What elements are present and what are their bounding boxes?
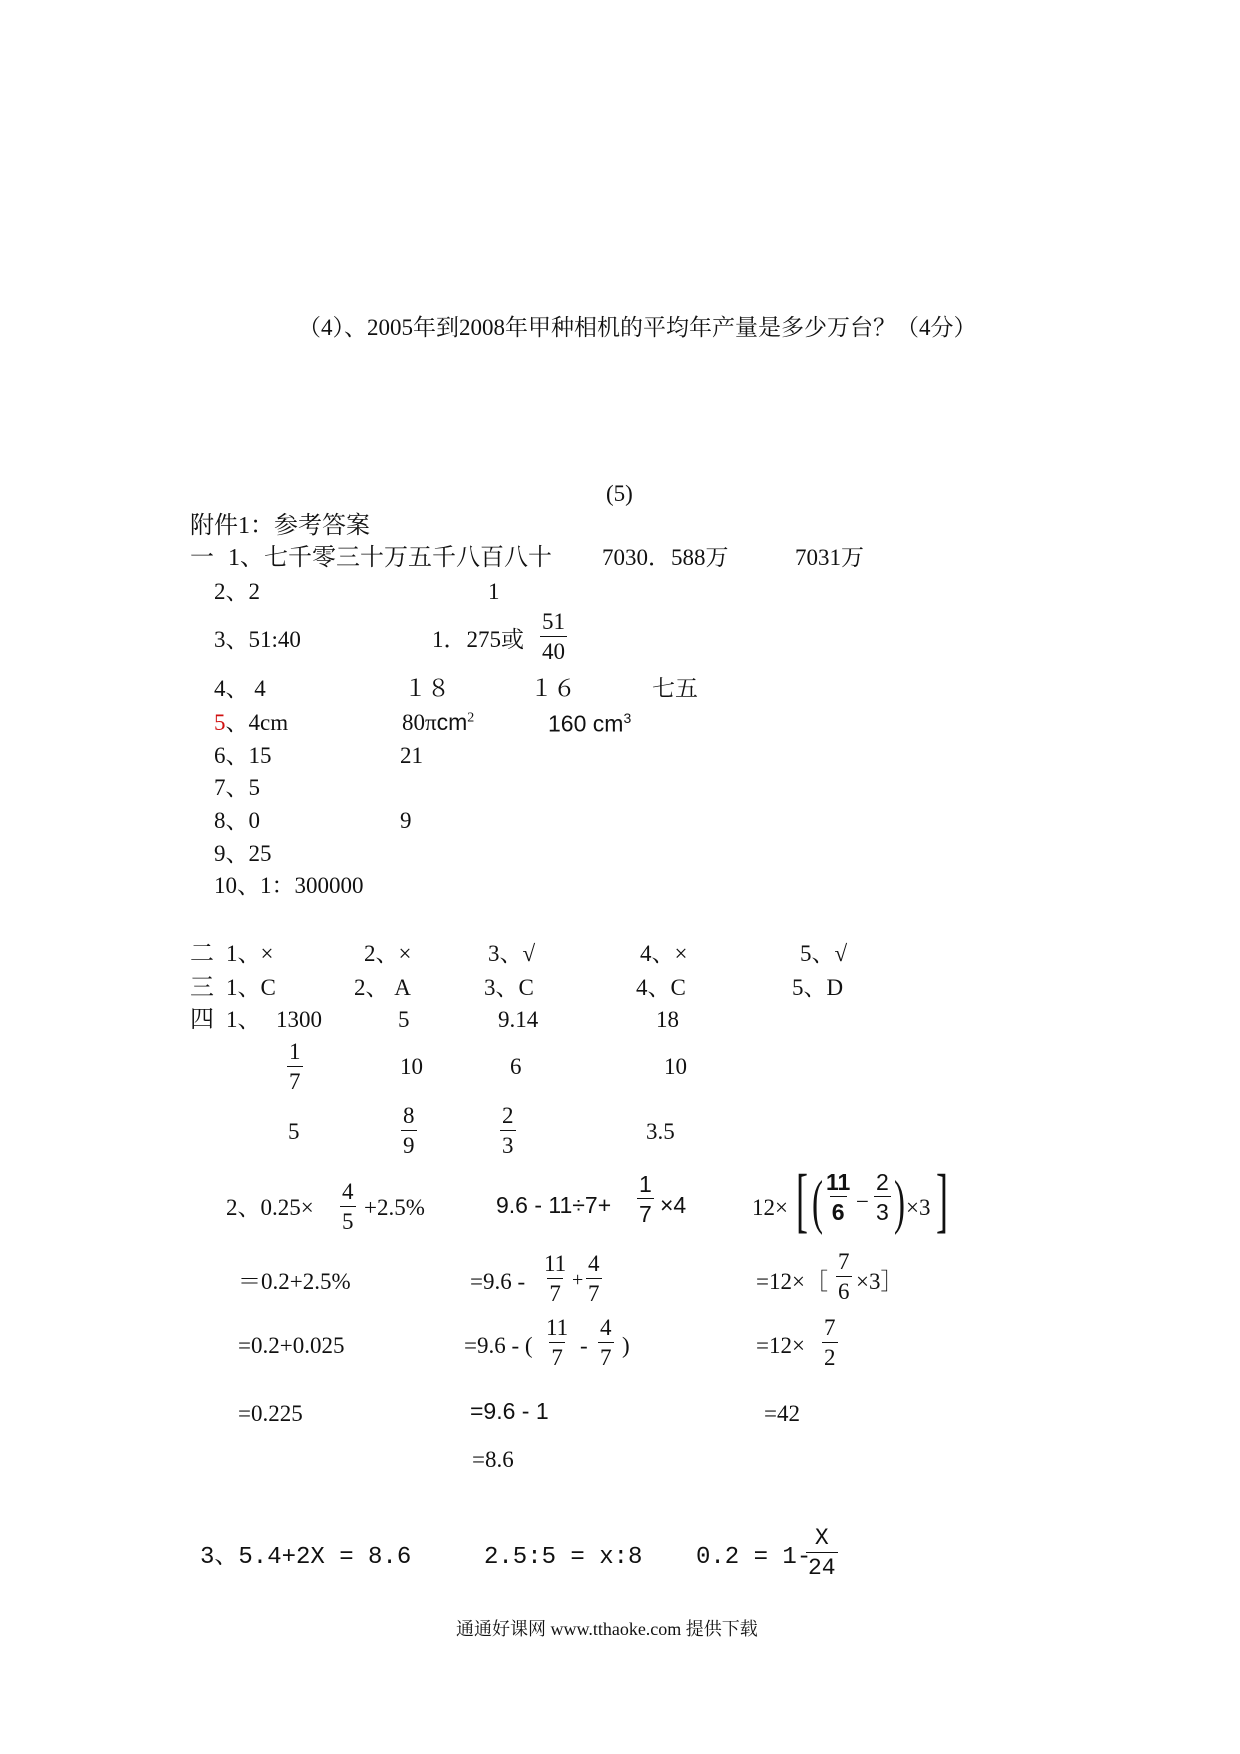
part1-row8-b: 9 bbox=[400, 808, 412, 833]
calc2-step1-frac2 bbox=[586, 1252, 602, 1306]
part2-d: 4、× bbox=[640, 941, 688, 966]
part1-row1-b: 7030．588万 bbox=[602, 545, 729, 570]
equation-c-pre: 0.2 = 1- bbox=[696, 1544, 812, 1571]
part4-r1-a: 1300 bbox=[276, 1007, 322, 1032]
part4-r3-b bbox=[401, 1104, 417, 1158]
calc2-head-fraction bbox=[637, 1172, 654, 1226]
calc2-step2-mid: - bbox=[580, 1333, 588, 1358]
calc2-step1-mid: + bbox=[572, 1269, 584, 1291]
numerator: X bbox=[814, 1525, 829, 1551]
row5-b-value: 80π bbox=[402, 710, 437, 735]
part1-row7-a: 7、5 bbox=[214, 775, 260, 800]
part2-a: 1、× bbox=[226, 941, 274, 966]
denominator: 7 bbox=[287, 1066, 303, 1094]
numerator: 2 bbox=[876, 1169, 889, 1195]
row5-b-exp: 2 bbox=[467, 710, 475, 726]
part2-e: 5、√ bbox=[800, 941, 848, 966]
numerator: 11 bbox=[826, 1169, 851, 1195]
denominator: 3 bbox=[500, 1130, 516, 1158]
part1-row2-b: 1 bbox=[488, 579, 500, 604]
numerator: 51 bbox=[542, 609, 565, 634]
calc2-step4: =8.6 bbox=[472, 1447, 514, 1472]
row5-answer: 、4cm bbox=[225, 710, 289, 735]
calc3-close-bracket: ] bbox=[936, 1160, 948, 1240]
calc3-step1-post: ×3］ bbox=[856, 1269, 904, 1294]
part4-r3-a: 5 bbox=[288, 1119, 300, 1144]
part2-c: 3、√ bbox=[488, 941, 536, 966]
calc1-step3: =0.225 bbox=[238, 1401, 303, 1426]
calc2-step2-post: ) bbox=[622, 1333, 630, 1358]
numerator: 7 bbox=[824, 1315, 836, 1340]
denominator: 6 bbox=[830, 1196, 847, 1224]
part4-r3-d: 3.5 bbox=[646, 1119, 675, 1144]
page-number: (5) bbox=[606, 481, 633, 506]
calc2-head-post: ×4 bbox=[660, 1192, 687, 1218]
numerator: 7 bbox=[838, 1249, 850, 1274]
equation-b: 2.5:5 = x:8 bbox=[484, 1544, 643, 1571]
part1-row6-b: 21 bbox=[400, 743, 423, 768]
calc2-step2-frac2 bbox=[598, 1316, 614, 1370]
part3-label: 三 bbox=[190, 975, 214, 1001]
part4-r1-num: 1、 bbox=[226, 1007, 261, 1032]
question-4: （4）、2005年到2008年甲种相机的平均年产量是多少万台？（4分） bbox=[298, 315, 977, 340]
numerator: 1 bbox=[639, 1171, 652, 1197]
part1-row10-a: 10、1：300000 bbox=[214, 873, 364, 898]
calc3-open-bracket: [ bbox=[796, 1160, 808, 1240]
calc3-head-mid: − bbox=[856, 1189, 869, 1214]
numerator: 8 bbox=[403, 1103, 415, 1128]
calc3-step2-pre: =12× bbox=[756, 1333, 805, 1358]
calc3-step3: =42 bbox=[764, 1401, 800, 1426]
row5-number: 5 bbox=[214, 710, 226, 735]
part4-r1-c: 9.14 bbox=[498, 1007, 539, 1032]
part3-c: 3、C bbox=[484, 975, 534, 1000]
denominator: 6 bbox=[836, 1276, 852, 1304]
part4-r2-a bbox=[287, 1040, 303, 1094]
calc2-head-pre: 9.6 - 11÷7+ bbox=[496, 1192, 612, 1218]
equation-c-fraction bbox=[806, 1526, 838, 1580]
calc2-step3: =9.6 - 1 bbox=[470, 1398, 549, 1424]
calc3-head-pre: 12× bbox=[752, 1195, 788, 1220]
part1-row4-b: １８ bbox=[404, 676, 450, 701]
part4-r2-c: 6 bbox=[510, 1054, 522, 1079]
part1-row4-d: 七五 bbox=[652, 676, 698, 701]
part1-row2-a: 2、2 bbox=[214, 579, 260, 604]
numerator: 4 bbox=[342, 1179, 354, 1204]
numerator: 4 bbox=[600, 1315, 612, 1340]
part3-a: 1、C bbox=[226, 975, 276, 1000]
row5-b-unit: cm bbox=[436, 709, 468, 735]
part1-row1-a: 1、七千零三十万五千八百八十 bbox=[228, 545, 552, 571]
calc2-step2-pre: =9.6 - ( bbox=[464, 1333, 533, 1358]
numerator: 1 bbox=[289, 1039, 301, 1064]
part1-row8-a: 8、0 bbox=[214, 808, 260, 833]
calc1-step2: =0.2+0.025 bbox=[238, 1333, 345, 1358]
calc1-head-fraction bbox=[340, 1180, 356, 1234]
appendix-title: 附件1：参考答案 bbox=[190, 513, 370, 539]
row5-c-value: 160 cm bbox=[548, 710, 624, 737]
calc3-open-paren: ( bbox=[812, 1169, 823, 1235]
part1-row3-b: 1．275或 bbox=[432, 627, 524, 652]
numerator: 2 bbox=[502, 1103, 514, 1128]
part1-row3-fraction bbox=[540, 610, 567, 664]
calc3-step1-pre: =12×［ bbox=[756, 1269, 828, 1294]
part1-row5-a bbox=[214, 711, 288, 734]
part3-b: 2、 A bbox=[354, 975, 411, 1000]
part3-e: 5、D bbox=[792, 975, 844, 1000]
calc3-close-paren: ) bbox=[894, 1169, 905, 1235]
numerator: 11 bbox=[544, 1251, 567, 1276]
denominator: 2 bbox=[822, 1342, 838, 1370]
denominator: 7 bbox=[549, 1342, 565, 1370]
denominator: 7 bbox=[598, 1342, 614, 1370]
denominator: 9 bbox=[401, 1130, 417, 1158]
part1-row3-a: 3、51:40 bbox=[214, 627, 301, 652]
row5-c-exp: 3 bbox=[623, 710, 632, 726]
calc3-head-frac2 bbox=[874, 1170, 891, 1224]
part3-d: 4、C bbox=[636, 975, 686, 1000]
part4-r1-d: 18 bbox=[656, 1007, 679, 1032]
part1-row4-c: １６ bbox=[530, 676, 576, 701]
part1-row1-c: 7031万 bbox=[795, 545, 864, 570]
part1-row6-a: 6、15 bbox=[214, 743, 272, 768]
footer: 通通好课网 www.tthaoke.com 提供下载 bbox=[456, 1619, 758, 1639]
denominator: 40 bbox=[540, 636, 567, 664]
calc3-step2-fraction bbox=[822, 1316, 838, 1370]
calc2-step2-frac1 bbox=[544, 1316, 570, 1370]
calc2-step1-pre: =9.6 - bbox=[470, 1269, 526, 1294]
denominator: 7 bbox=[637, 1198, 654, 1226]
denominator: 24 bbox=[806, 1552, 838, 1580]
calc3-head-frac1 bbox=[824, 1170, 852, 1224]
calc3-step1-fraction bbox=[836, 1250, 852, 1304]
calc3-head-post: ×3 bbox=[906, 1195, 931, 1220]
equation-a: 3、5.4+2X = 8.6 bbox=[200, 1544, 412, 1571]
part4-label: 四 bbox=[190, 1007, 214, 1033]
part4-r1-b: 5 bbox=[398, 1007, 410, 1032]
denominator: 3 bbox=[874, 1196, 891, 1224]
numerator: 4 bbox=[588, 1251, 600, 1276]
denominator: 5 bbox=[340, 1206, 356, 1234]
part1-row5-b bbox=[402, 711, 474, 734]
part1-row4-a: 4、 4 bbox=[214, 676, 266, 701]
part4-r3-c bbox=[500, 1104, 516, 1158]
part1-label: 一 bbox=[190, 545, 214, 571]
part1-row5-c bbox=[548, 711, 631, 736]
part4-r2-d: 10 bbox=[664, 1054, 687, 1079]
denominator: 7 bbox=[586, 1278, 602, 1306]
calc1-head-pre: 2、0.25× bbox=[226, 1195, 314, 1220]
part4-r2-b: 10 bbox=[400, 1054, 423, 1079]
part1-row9-a: 9、25 bbox=[214, 841, 272, 866]
part2-label: 二 bbox=[190, 941, 214, 967]
calc1-head-post: +2.5% bbox=[364, 1195, 425, 1220]
part2-b: 2、× bbox=[364, 941, 412, 966]
calc1-step1: ＝0.2+2.5% bbox=[238, 1269, 351, 1294]
denominator: 7 bbox=[547, 1278, 563, 1306]
calc2-step1-frac1 bbox=[542, 1252, 568, 1306]
numerator: 11 bbox=[546, 1315, 569, 1340]
